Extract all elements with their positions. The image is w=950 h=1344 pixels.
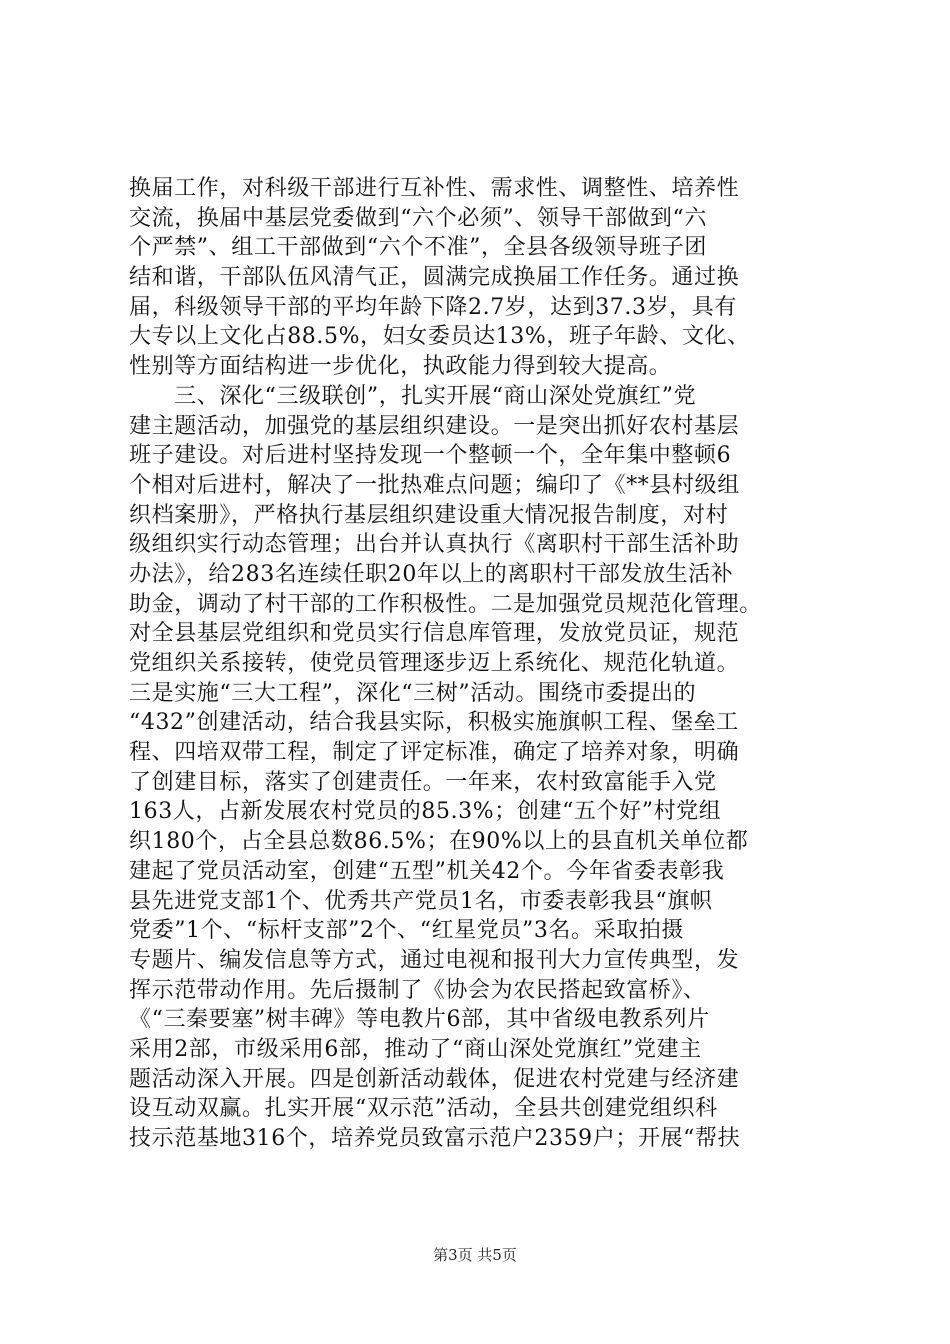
text-line: 建起了党员活动室，创建“五型”机关42个。今年省委表彰我	[129, 858, 725, 884]
text-line: 性别等方面结构进一步优化，执政能力得到较大提高。	[129, 354, 672, 380]
text-line: 题活动深入开展。四是创新活动载体，促进农村党建与经济建	[129, 1066, 740, 1092]
text-line: 三、深化“三级联创”，扎实开展“商山深处党旗红”党	[129, 383, 697, 409]
text-line: 采用2部，市级采用6部，推动了“商山深处党旗红”党建主	[129, 1036, 702, 1062]
body-text	[129, 174, 829, 1154]
text-line: 设互动双赢。扎实开展“双示范”活动，全县共创建党组织科	[129, 1096, 718, 1122]
text-line: 县先进党支部1个、优秀共产党员1名，市委表彰我县“旗帜	[129, 888, 713, 914]
text-line: 建主题活动，加强党的基层组织建设。一是突出抓好农村基层	[129, 413, 740, 439]
text-line: 技示范基地316个，培养党员致富示范户2359户；开展“帮扶	[129, 1126, 741, 1151]
text-line: 结和谐，干部队伍风清气正，圆满完成换届工作任务。通过换	[129, 265, 740, 291]
text-line: 党委”1个、“标杆支部”2个、“红星党员”3名。采取拍摄	[129, 918, 685, 944]
text-line: 办法》，给283名连续任职20年以上的离职村干部发放生活补	[129, 561, 734, 587]
text-line: 届，科级领导干部的平均年龄下降2.7岁，达到37.3岁，具有	[129, 294, 737, 320]
text-line: 程、四培双带工程，制定了评定标准，确定了培养对象，明确	[129, 740, 740, 766]
text-line: “432”创建活动，结合我县实际，积极实施旗帜工程、堡垒工	[129, 710, 739, 736]
text-line: 三是实施“三大工程”，深化“三树”活动。围绕市委提出的	[129, 680, 697, 706]
text-line: 交流，换届中基层党委做到“六个必须”、领导干部做到“六	[129, 205, 707, 231]
text-line: 织180个，占全县总数86.5%；在90%以上的县直机关单位都	[129, 829, 749, 855]
page-footer: 第3页 共5页	[433, 1246, 517, 1264]
text-line: 了创建目标，落实了创建责任。一年来，农村致富能手入党	[129, 769, 717, 795]
text-line: 个严禁”、组工干部做到“六个不准”，全县各级领导班子团	[129, 235, 707, 261]
text-line: 对全县基层党组织和党员实行信息库管理，发放党员证，规范	[129, 621, 740, 647]
text-line: 党组织关系接转，使党员管理逐步迈上系统化、规范化轨道。	[129, 651, 740, 676]
text-line: 班子建设。对后进村坚持发现一个整顿一个，全年集中整顿6	[129, 443, 732, 469]
text-line: 挥示范带动作用。先后摄制了《协会为农民搭起致富桥》、	[129, 977, 706, 1003]
text-line: 级组织实行动态管理；出台并认真执行《离职村干部生活补助	[129, 532, 740, 558]
text-line: 《“三秦要塞”树丰碑》等电教片6部，其中省级电教系列片	[129, 1007, 710, 1033]
text-line: 163人，占新发展农村党员的85.3%；创建“五个好”村党组	[129, 799, 722, 825]
text-line: 织档案册》，严格执行基层组织建设重大情况报告制度，对村	[129, 502, 729, 528]
text-line: 大专以上文化占88.5%，妇女委员达13%，班子年龄、文化、	[129, 324, 750, 350]
text-line: 专题片、编发信息等方式，通过电视和报刊大力宣传典型，发	[129, 947, 740, 973]
text-line: 个相对后进村，解决了一批热难点问题；编印了《**县村级组	[129, 472, 740, 498]
text-line: 助金，调动了村干部的工作积极性。二是加强党员规范化管理。	[129, 591, 762, 617]
text-line: 换届工作，对科级干部进行互补性、需求性、调整性、培养性	[129, 176, 740, 201]
